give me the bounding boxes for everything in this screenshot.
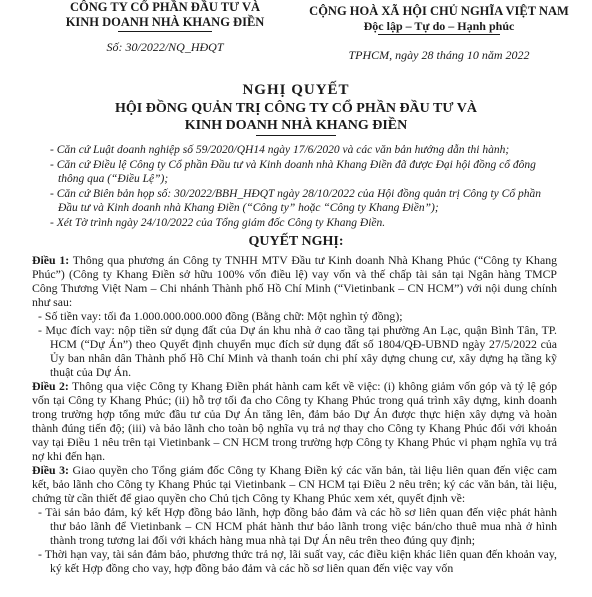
article-2-text: Thông qua việc Công ty Khang Điền phát hành cam kết về việc: (i) không giảm vốn góp và tỷ lệ góp vốn tại Công ty Khang Phúc; (ii) hỗ trợ tối đa cho Công ty Khang Phúc trong quá trình xây dựng, kinh doanh trong trường hợp tổng mức đầu tư của Dự Án tăng lên, đảm bảo Dự Án được thực hiện xây dựng và hoàn thành đúng tiến độ; (iii) và bảo lãnh cho toàn bộ nghĩa vụ trả nợ thay cho Công ty Khang Phúc đối với khoản vay tại Điều 1 nêu trên tại Vietinbank – CN HCM trong trường hợp Công ty Khang Phúc vi phạm nghĩa vụ trả nợ khi đến hạn. — [32, 379, 557, 463]
article-1-label: Điều 1: — [32, 253, 70, 267]
legal-basis-list — [50, 143, 558, 231]
legal-basis-item: - Xét Tờ trình ngày 24/10/2022 của Tổng giám đốc Công ty Khang Điền. — [50, 217, 386, 229]
article-3-text: Giao quyền cho Tổng giám đốc Công ty Khang Điền ký các văn bản, tài liệu liên quan đến việc cam kết, bảo lãnh cho Công ty Khang Phúc tại Vietinbank – CN HCM tại Điều 2 nêu trên; ký các văn bản, tài liệu, chứng từ cần thiết để giao quyền cho Chủ tịch Công ty Khang Phúc xem xét, quyết định về: — [32, 463, 558, 505]
article-1-text: Thông qua phương án Công ty TNHH MTV Đầu tư Kinh doanh Nhà Khang Phúc (“Công ty Khang Phúc”) (Công ty Khang Điền sở hữu 100% vốn điều lệ) vay vốn và thế chấp tài sản tại Ngân hàng TMCP Công Thương Việt Nam – Chi nhánh Thành phố Hồ Chí Minh (“Vietinbank – CN HCM”) với nội dung chính như sau: — [32, 253, 557, 309]
article-3-bullet: - Thời hạn vay, tài sản đảm bảo, phương thức trả nợ, lãi suất vay, các điều kiện khác liên quan đến khoản vay, ký kết Hợp đồng cho vay, hợp đồng bảo đảm và các hồ sơ liên quan đến việc vay vốn — [38, 547, 557, 575]
legal-basis-item: - Căn cứ Điều lệ Công ty Cổ phần Đầu tư và Kinh doanh nhà Khang Điền đã được Đại hội đồng cổ đông thông qua (“Điều Lệ”); — [50, 159, 536, 185]
document-number: Số: 30/2022/NQ_HĐQT — [106, 40, 224, 54]
subtitle-line2: KINH DOANH NHÀ KHANG ĐIỀN — [184, 118, 408, 133]
national-motto-underline — [378, 34, 500, 35]
article-3-bullet: - Tài sản bảo đảm, ký kết Hợp đồng bảo lãnh, hợp đồng bảo đảm và các hồ sơ liên quan đến việc phát hành thư bảo lãnh để Vietinbank – CN HCM phát hành thư bảo lãnh trong việc bán/cho thuê mua nhà ở hình thành trong tương lai đối với khách hàng mua nhà tại Dự Án nêu trên theo đúng quy định; — [38, 505, 557, 547]
company-header-underline — [118, 31, 212, 32]
national-motto: Độc lập – Tự do – Hạnh phúc — [363, 19, 515, 33]
article-3 — [32, 463, 557, 505]
subtitle-underline — [256, 135, 336, 136]
national-title: CỘNG HOÀ XÃ HỘI CHỦ NGHĨA VIỆT NAM — [309, 4, 569, 18]
document-title: NGHỊ QUYẾT — [242, 82, 350, 98]
company-name-line1: CÔNG TY CỔ PHẦN ĐẦU TƯ VÀ — [69, 0, 261, 14]
company-header — [40, 0, 290, 55]
legal-basis-item: - Căn cứ Biên bản họp số: 30/2022/BBH_HĐQT ngày 28/10/2022 của Hội đồng quản trị Công ty Cổ phần Đầu tư và Kinh doanh nhà Khang Điền (“Công ty” hoặc “Công ty Khang Điền”); — [50, 188, 541, 214]
legal-basis-item: - Căn cứ Luật doanh nghiệp số 59/2020/QH14 ngày 17/6/2020 và các văn bản hướng dẫn thi hành; — [50, 144, 510, 156]
article-1 — [32, 253, 557, 309]
article-1-bullet: - Mục đích vay: nộp tiền sử dụng đất của Dự án khu nhà ở cao tầng tại phường An Lạc, quận Bình Tân, TP. HCM (“Dự Án”) theo Quyết định chuyển mục đích sử dụng đất số 1804/QĐ-UBND ngày 27/5/2022 của Ủy ban nhân dân Thành phố Hồ Chí Minh và thanh toán chi phí xây dựng chung cư, xây dựng hạ tầng kỹ thuật của Dự Án. — [38, 323, 557, 379]
resolution-body — [32, 253, 557, 575]
document-date: TPHCM, ngày 28 tháng 10 năm 2022 — [348, 48, 530, 62]
document-subtitle — [0, 100, 592, 134]
article-3-label: Điều 3: — [32, 463, 69, 477]
article-1-bullet: - Số tiền vay: tối đa 1.000.000.000.000 đồng (Bằng chữ: Một nghìn tỷ đồng); — [38, 309, 403, 323]
article-2-label: Điều 2: — [32, 379, 69, 393]
decision-heading: QUYẾT NGHỊ: — [248, 234, 344, 249]
company-name-line2: KINH DOANH NHÀ KHANG ĐIỀN — [65, 15, 265, 29]
subtitle-line1: HỘI ĐỒNG QUẢN TRỊ CÔNG TY CỔ PHẦN ĐẦU TƯ VÀ — [115, 101, 477, 116]
article-2 — [32, 379, 557, 463]
